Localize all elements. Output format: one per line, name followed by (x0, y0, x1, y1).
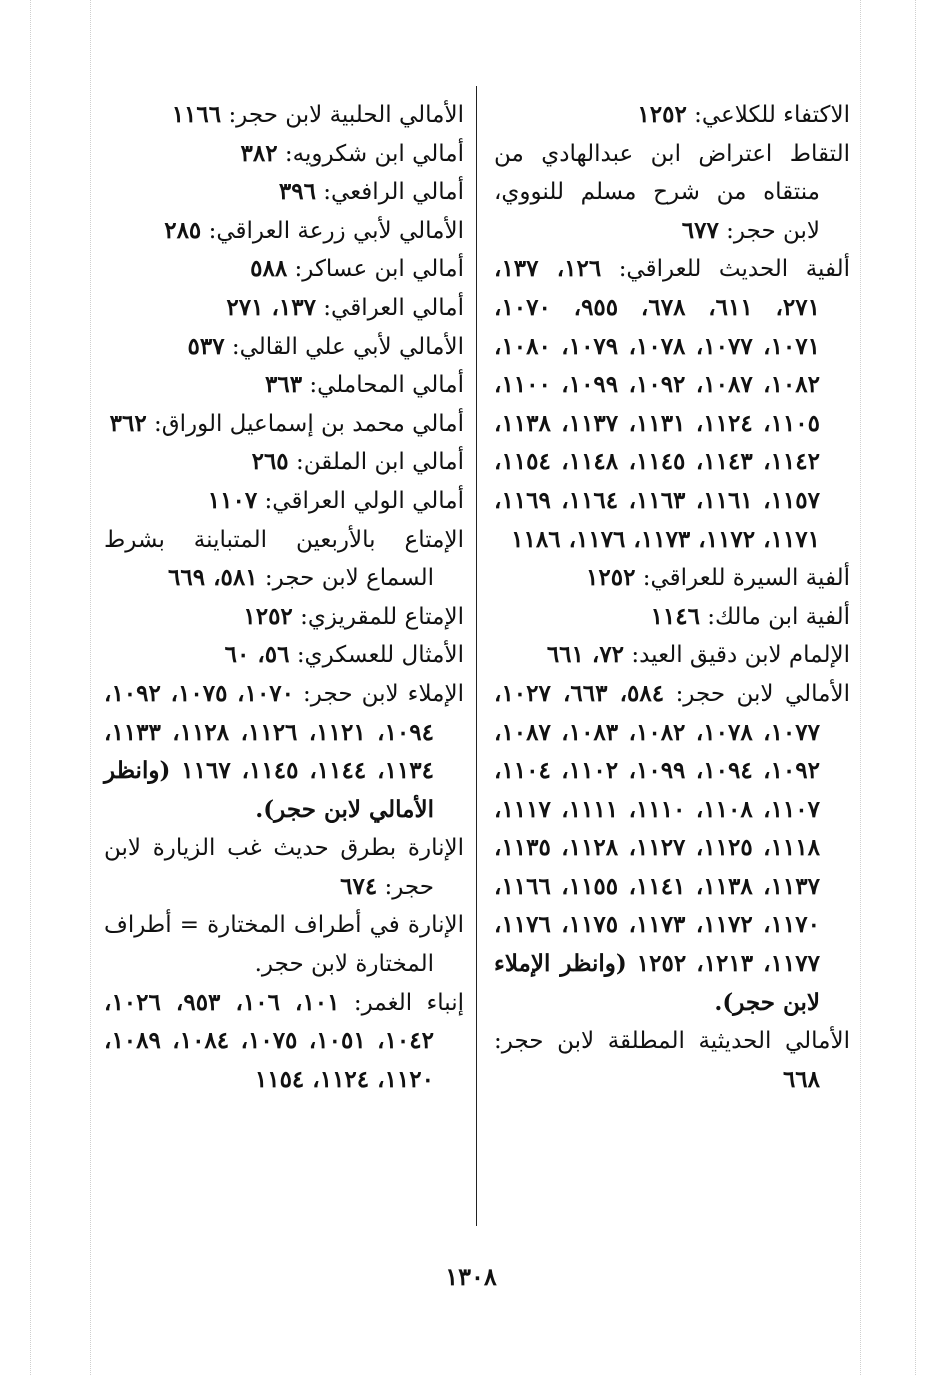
index-entry (104, 405, 464, 444)
column-divider (476, 86, 477, 1226)
scan-guide-line (860, 0, 861, 1375)
index-entry (104, 521, 464, 598)
index-entry (494, 1022, 850, 1099)
index-entry (104, 366, 464, 405)
entry-title: أمالي الولي العراقي: (264, 487, 464, 514)
index-entry (104, 96, 464, 135)
entry-page-refs: ٥٦، ٦٠ (224, 641, 290, 669)
index-entry (104, 173, 464, 212)
entry-page-refs: ١٣٧، ٢٧١ (226, 293, 316, 321)
entry-page-refs: ١٠٧٠، ١٠٧٥، ١٠٩٢، ١٠٩٤، ١١٢١، ١١٢٦، ١١٢٨، ١١٣٣، ١١٣٤، ١١٤٤، ١١٤٥، ١١٦٧ (وانظر الأمالي لابن حجر). (104, 679, 434, 823)
index-entry (494, 675, 850, 1022)
index-entry (494, 135, 850, 251)
entry-title: ألفية الحديث للعراقي: (618, 256, 850, 283)
entry-title: أمالي ابن شكرويه: (284, 140, 464, 167)
entry-title: الإمتاع للمقريزي: (300, 603, 464, 630)
entry-title: الأمالي لابن حجر: (675, 680, 850, 707)
entry-title: الأمالي الحلبية لابن حجر: (228, 102, 464, 128)
page-number: ١٣٠٨ (445, 1262, 497, 1291)
entry-title: أمالي محمد بن إسماعيل الوراق: (153, 410, 464, 437)
entry-page-refs: ٥٨٨ (250, 255, 288, 283)
entry-title: أمالي ابن الملقن: (295, 449, 464, 476)
index-entry (104, 636, 464, 675)
index-entry (104, 598, 464, 637)
entry-title: أمالي العراقي: (323, 294, 464, 321)
entry-title: الإلمام لابن دقيق العيد: (631, 642, 850, 669)
entry-page-refs: ٢٦٥ (251, 448, 289, 476)
index-entry (494, 96, 850, 135)
index-entry (104, 829, 464, 906)
entry-page-refs: ٧٢، ٦٦١ (546, 641, 625, 669)
entry-title: ألفية السيرة للعراقي: (642, 565, 850, 592)
entry-page-refs: ٥٣٧ (187, 332, 225, 360)
scan-guide-line (30, 0, 31, 1375)
entry-page-refs: ١٢٥٢ (243, 602, 293, 630)
entry-page-refs: ٥٨١، ٦٦٩ (168, 564, 258, 592)
index-column-left (104, 96, 464, 1099)
entry-title: أمالي الرافعي: (323, 179, 464, 206)
index-entry (104, 675, 464, 829)
index-entry (104, 443, 464, 482)
entry-title: إنباء الغمر: (353, 989, 464, 1016)
index-entry (104, 482, 464, 521)
entry-title: الاكتفاء للكلاعي: (694, 102, 850, 128)
entry-page-refs: ٦٧٤ (340, 872, 378, 900)
index-entry (494, 636, 850, 675)
entry-title: الأمالي لأبي علي القالي: (231, 333, 464, 360)
entry-page-refs: ١٢٥٢ (586, 564, 636, 592)
index-entry (494, 559, 850, 598)
entry-title: أمالي ابن عساكر: (294, 256, 464, 283)
entry-page-refs: ١٢٥٢ (637, 101, 687, 128)
index-entry (104, 328, 464, 367)
index-entry (104, 250, 464, 289)
index-column-right (494, 96, 850, 1099)
index-entry (104, 135, 464, 174)
scan-guide-line (90, 0, 91, 1375)
entry-title: الأمالي الحديثية المطلقة لابن حجر: (494, 1028, 850, 1055)
scan-guide-line (915, 0, 916, 1375)
entry-page-refs: ٣٨٢ (240, 139, 278, 167)
entry-page-refs: ١١٦٦ (171, 101, 222, 128)
entry-page-refs: ٣٦٢ (109, 409, 147, 437)
entry-page-refs: ١٠١، ١٠٦، ٩٥٣، ١٠٢٦، ١٠٤٢، ١٠٥١، ١٠٧٥، ١٠٨٤، ١٠٨٩، ١١٢٠، ١١٢٤، ١١٥٤ (104, 988, 434, 1093)
entry-title: الإمتاع بالأربعين المتباينة بشرط السماع لابن حجر: (104, 526, 464, 592)
entry-page-refs: ٢٨٥ (164, 216, 202, 244)
entry-page-refs: ١١٤٦ (650, 602, 700, 630)
index-entry (494, 250, 850, 559)
entry-page-refs: ٦٦٨ (782, 1065, 820, 1093)
entry-page-refs: ١١٠٧ (207, 486, 258, 514)
index-entry (494, 598, 850, 637)
entry-page-refs: ٣٦٣ (265, 371, 303, 399)
index-entry (104, 984, 464, 1100)
entry-page-refs: ٥٨٤، ٦٦٣، ١٠٢٧، ١٠٧٧، ١٠٧٨، ١٠٨٢، ١٠٨٣، ١٠٨٧، ١٠٩٢، ١٠٩٤، ١٠٩٩، ١١٠٢، ١١٠٤، ١١٠٧، ١١٠٨، ١١١٠، ١١١١، ١١١٧، ١١١٨، ١١٢٥، ١١٢٧، ١١٢٨، ١١٣٥، ١١٣٧، ١١٣٨، ١١٤١، ١١٥٥، ١١٦٦، ١١٧٠، ١١٧٢، ١١٧٣، ١١٧٥، ١١٧٦، ١١٧٧، ١٢١٣، ١٢٥٢ (وانظر الإملاء لابن حجر). (494, 679, 820, 1016)
entry-title: ألفية ابن مالك: (707, 603, 850, 630)
entry-title: الأمثال للعسكري: (296, 642, 464, 669)
entry-title: الإنارة في أطراف المختارة = أطراف المختارة لابن حجر. (104, 912, 464, 978)
index-entry (104, 212, 464, 251)
entry-title: أمالي المحاملي: (309, 372, 464, 399)
index-entry (104, 906, 464, 983)
entry-title: الإملاء لابن حجر: (303, 680, 464, 707)
index-entry (104, 289, 464, 328)
entry-title: الأمالي لأبي زرعة العراقي: (208, 217, 464, 244)
entry-page-refs: ٣٩٦ (278, 178, 316, 206)
entry-page-refs: ١٢٦، ١٣٧، ٢٧١، ٦١١، ٦٧٨، ٩٥٥، ١٠٧٠، ١٠٧١، ١٠٧٧، ١٠٧٨، ١٠٧٩، ١٠٨٠، ١٠٨٢، ١٠٨٧، ١٠٩٢، ١٠٩٩، ١١٠٠، ١١٠٥، ١١٢٤، ١١٣١، ١١٣٧، ١١٣٨، ١١٤٢، ١١٤٣، ١١٤٥، ١١٤٨، ١١٥٤، ١١٥٧، ١١٦١، ١١٦٣، ١١٦٤، ١١٦٩، ١١٧١، ١١٧٢، ١١٧٣، ١١٧٦، ١١٨٦ (494, 255, 820, 553)
entry-title: التقاط اعتراض ابن عبدالهادي من منتقاه من شرح مسلم للنووي، لابن حجر: (494, 140, 850, 244)
entry-page-refs: ٦٧٧ (681, 216, 719, 244)
entry-title: الإنارة بطرق حديث غب الزيارة لابن حجر: (104, 835, 464, 900)
